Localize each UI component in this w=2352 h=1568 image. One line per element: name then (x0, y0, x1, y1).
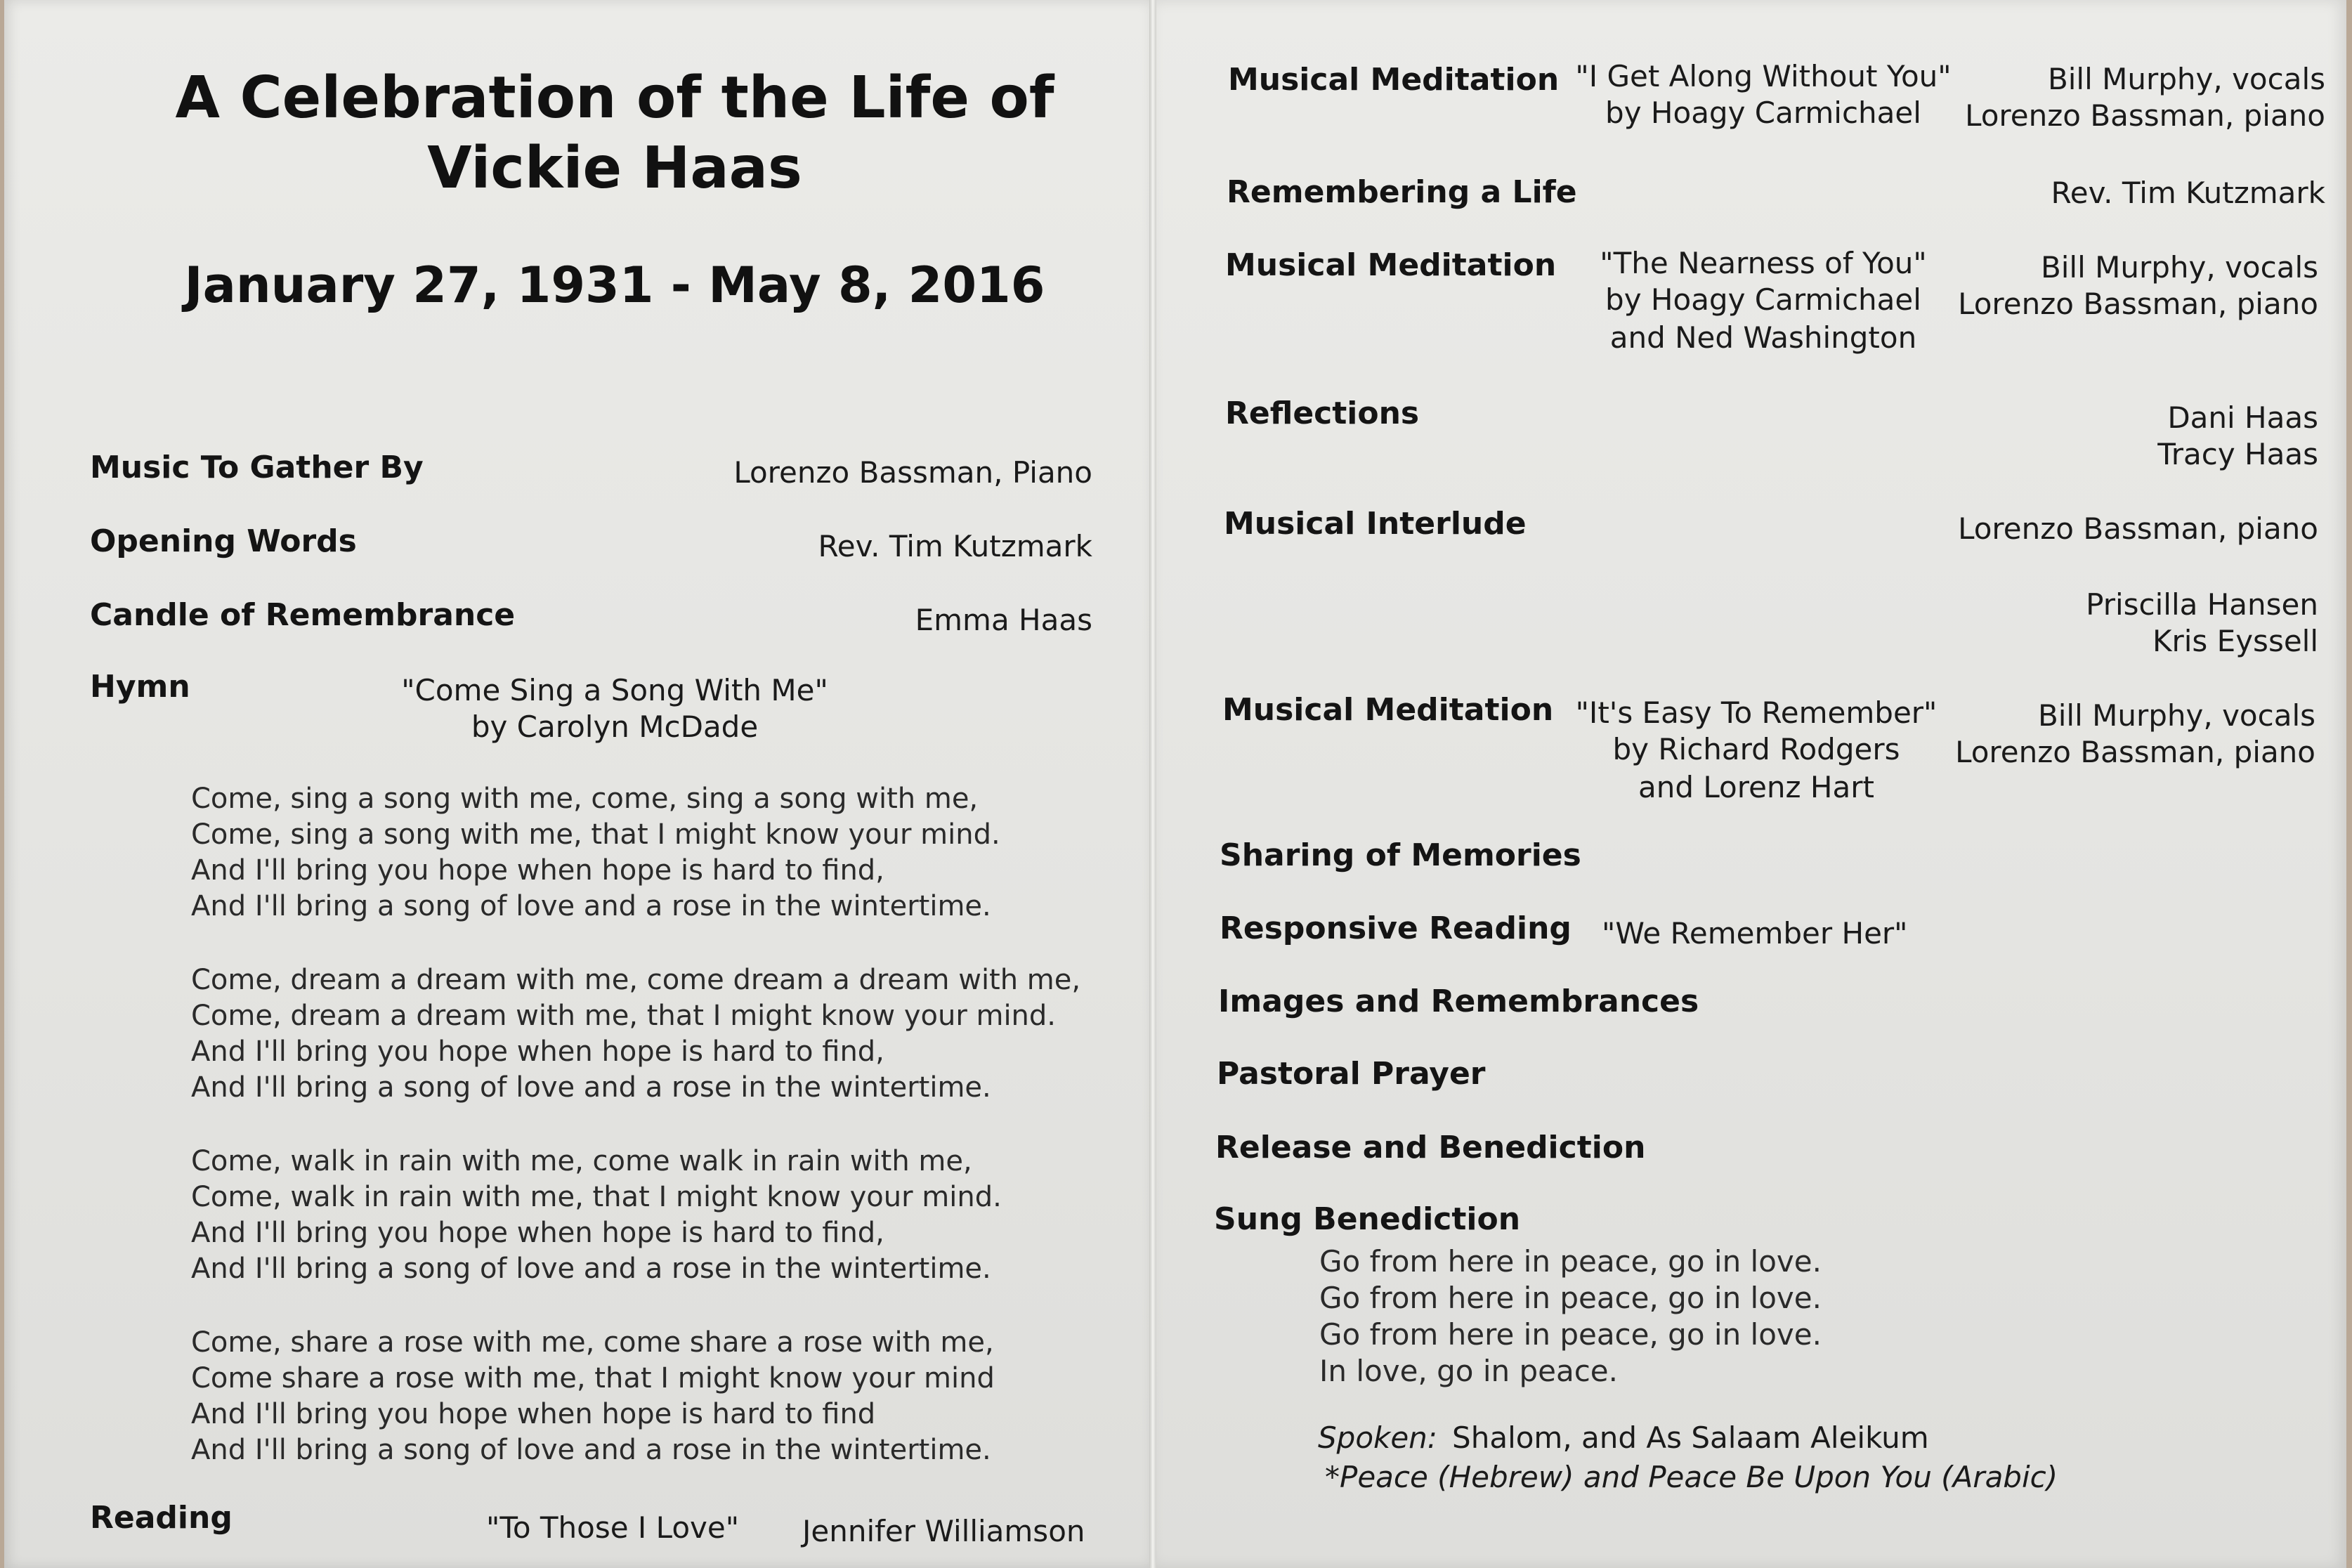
reading-performer: Jennifer Williamson (802, 1514, 1085, 1548)
meditation-2-performer-1: Bill Murphy, vocals (2040, 250, 2318, 285)
life-dates: January 27, 1931 - May 8, 2016 (184, 256, 1045, 314)
meditation-2-composer: by Hoagy Carmichael (1605, 282, 1921, 317)
item-heading-musical-interlude: Musical Interlude (1224, 506, 1527, 542)
hymn-line: And I'll bring you hope when hope is hard to find (191, 1398, 876, 1430)
item-heading-musical-meditation-2: Musical Meditation (1225, 247, 1557, 283)
interlude-performer-3: Kris Eyssell (2152, 624, 2318, 658)
reflections-performer-2: Tracy Haas (2157, 437, 2318, 471)
meditation-3-composer-2: and Lorenz Hart (1638, 770, 1874, 804)
hymn-line: Come, walk in rain with me, that I might know your mind. (191, 1181, 1002, 1213)
page-fold (1149, 0, 1156, 1568)
meditation-3-title: "It's Easy To Remember" (1575, 695, 1938, 730)
hymn-verse-2 (191, 962, 1080, 1106)
spoken-translation-note: *Peace (Hebrew) and Peace Be Upon You (Arabic) (1325, 1460, 2058, 1494)
hymn-line: Come, sing a song with me, that I might know your mind. (191, 818, 1000, 851)
hymn-line: Come, sing a song with me, come, sing a song with me, (191, 783, 979, 815)
meditation-3-performer-2: Lorenzo Bassman, piano (1955, 735, 2315, 769)
item-heading-reading: Reading (90, 1500, 233, 1536)
hymn-line: And I'll bring you hope when hope is hard to find, (191, 1217, 884, 1249)
item-heading-opening-words: Opening Words (90, 523, 357, 559)
reflections-performer-1: Dani Haas (2167, 400, 2318, 435)
item-heading-sharing-of-memories: Sharing of Memories (1220, 837, 1581, 873)
hymn-line: And I'll bring a song of love and a rose in the wintertime. (191, 1071, 991, 1104)
meditation-1-performer-1: Bill Murphy, vocals (2047, 62, 2325, 96)
meditation-2-composer-2: and Ned Washington (1609, 320, 1917, 355)
benediction-line: Go from here in peace, go in love. (1319, 1317, 1822, 1352)
interlude-performer-1: Lorenzo Bassman, piano (1958, 511, 2318, 546)
hymn-author: by Carolyn McDade (471, 710, 759, 744)
item-heading-music-to-gather-by: Music To Gather By (90, 450, 424, 485)
meditation-2-performer-2: Lorenzo Bassman, piano (1958, 287, 2318, 321)
spoken-text: Shalom, and As Salaam Aleikum (1452, 1420, 1929, 1455)
hymn-title: "Come Sing a Song With Me" (401, 673, 828, 707)
hymn-verse-1 (191, 781, 1000, 925)
meditation-3-composer: by Richard Rodgers (1612, 732, 1900, 766)
benediction-lyrics (1319, 1243, 1822, 1390)
remembering-performer: Rev. Tim Kutzmark (2051, 176, 2325, 210)
hymn-line: And I'll bring a song of love and a rose in the wintertime. (191, 890, 991, 922)
hymn-line: Come share a rose with me, that I might know your mind (191, 1362, 995, 1394)
hymn-line: Come, walk in rain with me, come walk in rain with me, (191, 1145, 972, 1177)
item-heading-musical-meditation-3: Musical Meditation (1222, 692, 1554, 728)
interlude-performer-2: Priscilla Hansen (2086, 587, 2318, 622)
spoken-line (1318, 1420, 1929, 1455)
hymn-line: Come, dream a dream with me, that I might know your mind. (191, 1000, 1057, 1032)
item-heading-images-and-remembrances: Images and Remembrances (1218, 984, 1699, 1019)
item-performer-candle: Emma Haas (915, 603, 1092, 637)
reading-title: "To Those I Love" (486, 1510, 740, 1545)
item-heading-remembering-a-life: Remembering a Life (1227, 174, 1577, 210)
item-performer-music-to-gather-by: Lorenzo Bassman, Piano (733, 455, 1092, 490)
meditation-1-title: "I Get Along Without You" (1575, 59, 1952, 93)
benediction-line: In love, go in peace. (1319, 1354, 1618, 1388)
responsive-reading-title: "We Remember Her" (1602, 916, 1908, 950)
hymn-line: Come, share a rose with me, come share a rose with me, (191, 1326, 994, 1359)
meditation-2-title: "The Nearness of You" (1600, 246, 1927, 280)
benediction-line: Go from here in peace, go in love. (1319, 1281, 1822, 1315)
item-performer-opening-words: Rev. Tim Kutzmark (818, 529, 1092, 563)
item-heading-hymn: Hymn (90, 669, 190, 705)
spoken-label: Spoken: (1318, 1420, 1437, 1455)
hymn-verse-4 (191, 1325, 995, 1468)
title-line-1: A Celebration of the Life of (175, 65, 1054, 131)
hymn-line: Come, dream a dream with me, come dream a dream with me, (191, 964, 1081, 996)
item-heading-pastoral-prayer: Pastoral Prayer (1217, 1056, 1486, 1092)
hymn-verse-3 (191, 1144, 1002, 1287)
title-line-2: Vickie Haas (427, 135, 802, 202)
hymn-line: And I'll bring you hope when hope is hard to find, (191, 854, 884, 887)
meditation-1-performer-2: Lorenzo Bassman, piano (1965, 98, 2325, 133)
item-heading-reflections: Reflections (1225, 396, 1420, 431)
item-heading-responsive-reading: Responsive Reading (1220, 910, 1572, 946)
benediction-line: Go from here in peace, go in love. (1319, 1244, 1822, 1279)
item-heading-release-and-benediction: Release and Benediction (1215, 1130, 1646, 1165)
item-heading-musical-meditation-1: Musical Meditation (1228, 62, 1560, 98)
meditation-3-performer-1: Bill Murphy, vocals (2037, 698, 2315, 733)
item-heading-sung-benediction: Sung Benediction (1214, 1201, 1521, 1237)
hymn-line: And I'll bring a song of love and a rose in the wintertime. (191, 1253, 991, 1285)
hymn-line: And I'll bring a song of love and a rose in the wintertime. (191, 1434, 991, 1466)
hymn-line: And I'll bring you hope when hope is hard to find, (191, 1035, 884, 1068)
item-heading-candle: Candle of Remembrance (90, 597, 516, 633)
meditation-1-composer: by Hoagy Carmichael (1605, 96, 1921, 130)
